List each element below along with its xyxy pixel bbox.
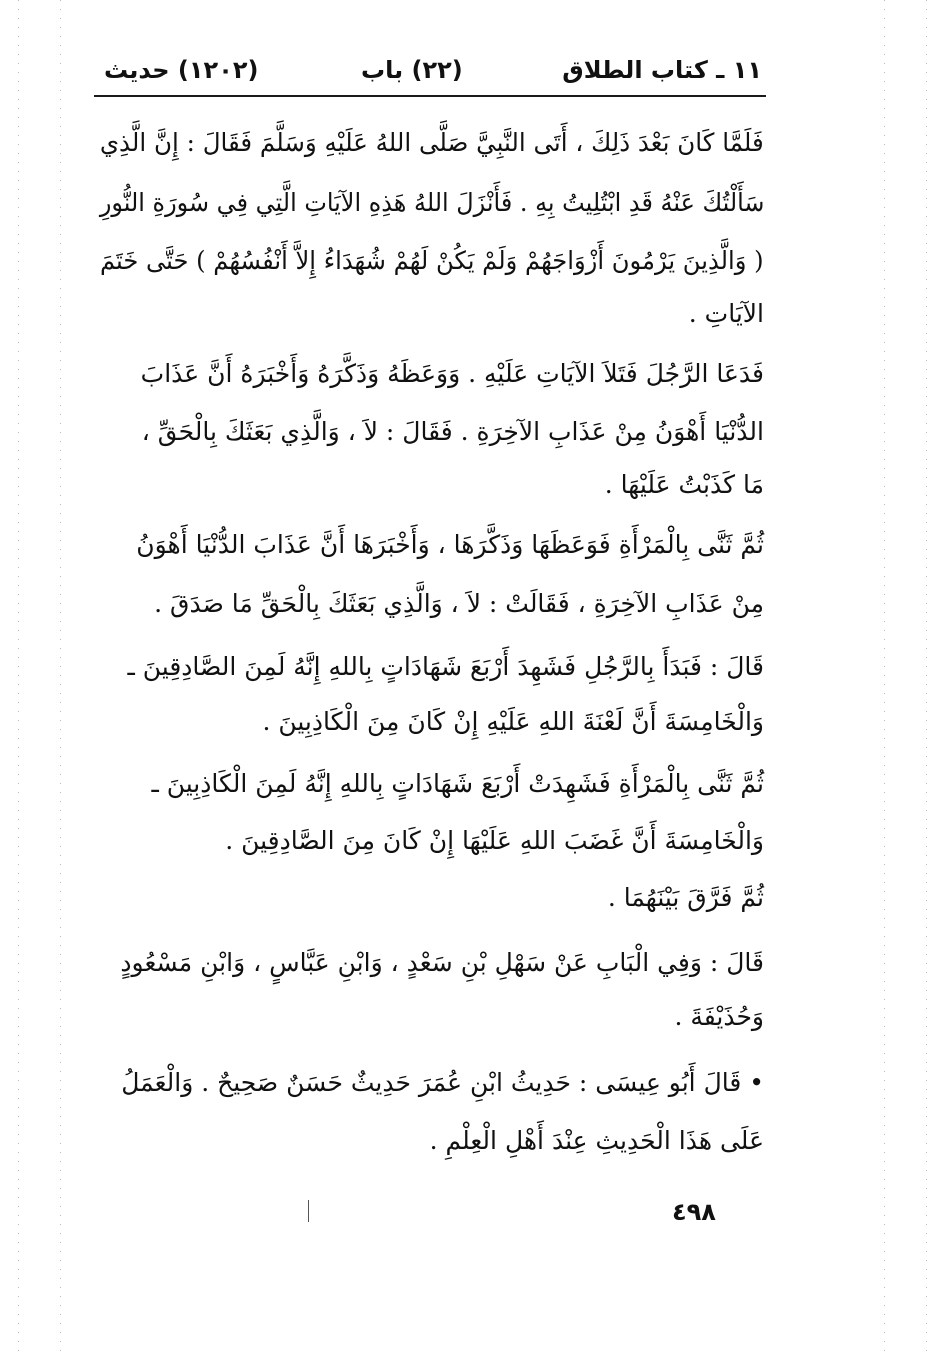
text-line: ( وَالَّذِينَ يَرْمُونَ أَزْوَاجَهُمْ وَلَمْ يَكُنْ لَهُمْ شُهَدَاءُ إِلاَّ أَنْفُسُهُمْ ) حَتَّى خَتَمَ [100, 246, 764, 275]
text-line: ثُمَّ ثَنَّى بِالْمَرْأَةِ فَشَهِدَتْ أَرْبَعَ شَهَادَاتٍ بِاللهِ إِنَّهُ لَمِنَ الْكَاذِبِينَ ـ [151, 769, 764, 798]
text-line: فَدَعَا الرَّجُلَ فَتَلاَ الآيَاتِ عَلَيْهِ . وَوَعَظَهُ وَذَكَّرَهُ وَأَخْبَرَهُ أَنَّ عَذَابَ [140, 359, 764, 388]
text-line: وَالْخَامِسَةَ أَنَّ لَعْنَةَ اللهِ عَلَيْهِ إِنْ كَانَ مِنَ الْكَاذِبِينَ . [262, 707, 764, 736]
text-line: وَحُذَيْفَةَ . [674, 1002, 764, 1031]
page-number: ٤٩٨ [672, 1198, 716, 1226]
chapter-title: ١١ ـ كتاب الطلاق [562, 56, 762, 84]
hadith-number: (١٢٠٢) حديث [104, 56, 259, 84]
header-divider [94, 95, 766, 97]
text-line: قَالَ : وَفِي الْبَابِ عَنْ سَهْلِ بْنِ سَعْدٍ ، وَابْنِ عَبَّاسٍ ، وَابْنِ مَسْعُودٍ [120, 948, 764, 977]
running-header [96, 50, 762, 90]
text-line: عَلَى هَذَا الْحَدِيثِ عِنْدَ أَهْلِ الْعِلْمِ . [429, 1126, 764, 1155]
text-line: • قَالَ أَبُو عِيسَى : حَدِيثُ ابْنِ عُمَرَ حَدِيثٌ حَسَنٌ صَحِيحٌ . وَالْعَمَلُ [121, 1068, 764, 1097]
text-line: مَا كَذَبْتُ عَلَيْهَا . [604, 470, 764, 499]
text-line: ثُمَّ ثَنَّى بِالْمَرْأَةِ فَوَعَظَهَا وَذَكَّرَهَا ، وَأَخْبَرَهَا أَنَّ عَذَابَ الدُّنْيَا أَهْوَنُ [136, 530, 764, 559]
text-line: ثُمَّ فَرَّقَ بَيْنَهُمَا . [607, 883, 764, 912]
scan-artifact [308, 1200, 309, 1222]
section-number: (٢٢) باب [361, 56, 463, 84]
text-line: الدُّنْيَا أَهْوَنُ مِنْ عَذَابِ الآخِرَةِ . فَقَالَ : لاَ ، وَالَّذِي بَعَثَكَ بِالْحَقِّ ، [141, 417, 764, 446]
text-line: قَالَ : فَبَدَأَ بِالرَّجُلِ فَشَهِدَ أَرْبَعَ شَهَادَاتٍ بِاللهِ إِنَّهُ لَمِنَ الصَّادِقِينَ ـ [127, 652, 764, 681]
text-line: مِنْ عَذَابِ الآخِرَةِ ، فَقَالَتْ : لاَ ، وَالَّذِي بَعَثَكَ بِالْحَقِّ مَا صَدَقَ . [154, 589, 764, 618]
text-line: سَأَلْتُكَ عَنْهُ قَدِ ابْتُلِيتُ بِهِ . فَأَنْزَلَ اللهُ هَذِهِ الآيَاتِ الَّتِي فِي سُورَةِ النُّورِ [99, 188, 764, 217]
text-line: وَالْخَامِسَةَ أَنَّ غَضَبَ اللهِ عَلَيْهَا إِنْ كَانَ مِنَ الصَّادِقِينَ . [225, 826, 764, 855]
text-line: فَلَمَّا كَانَ بَعْدَ ذَلِكَ ، أَتَى النَّبِيَّ صَلَّى اللهُ عَلَيْهِ وَسَلَّمَ فَقَالَ : إِنَّ الَّذِي [100, 128, 764, 157]
text-line: الآيَاتِ . [688, 299, 764, 328]
